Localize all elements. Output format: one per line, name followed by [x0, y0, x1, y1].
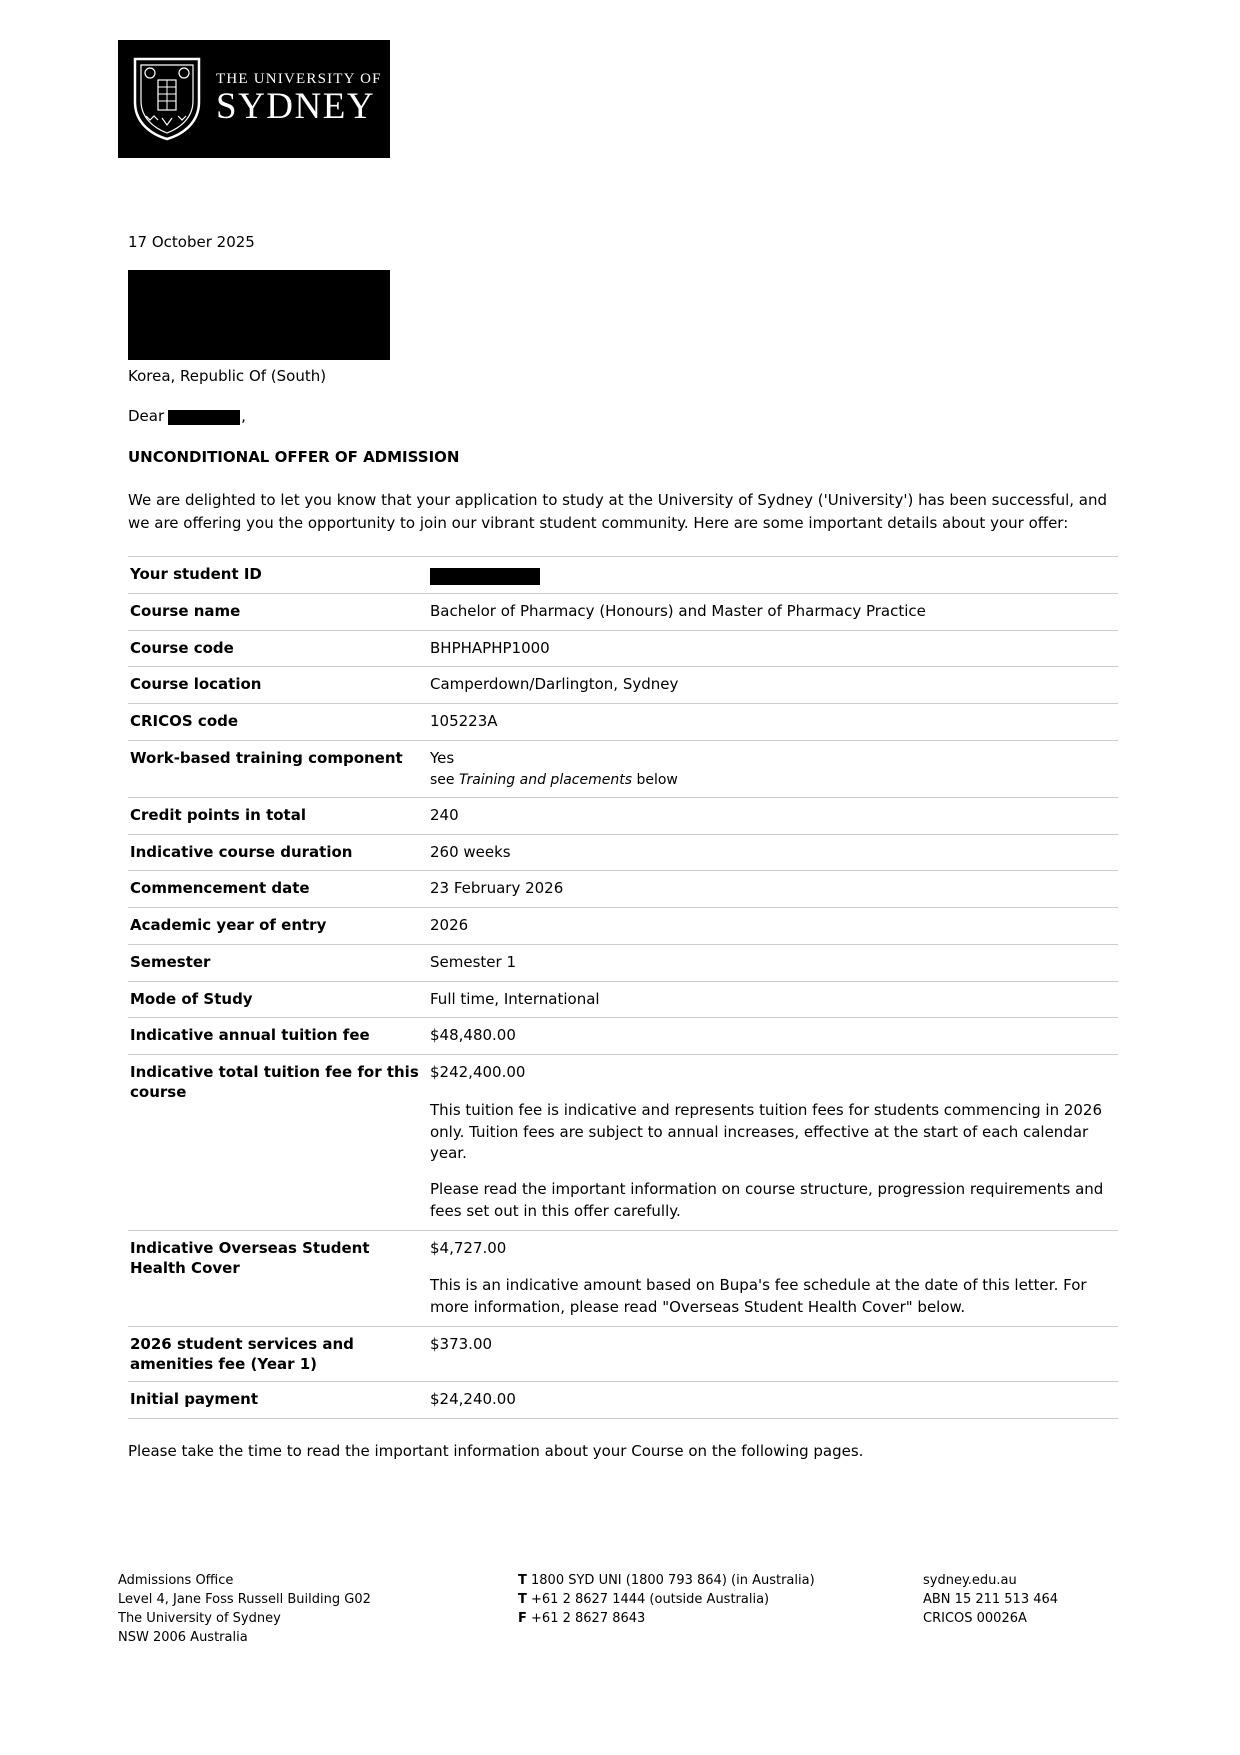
row-label: Indicative total tuition fee for this course [130, 1063, 419, 1102]
row-value-main: Yes [430, 748, 455, 767]
closing-note: Please take the time to read the important information about your Course on the following pages. [128, 1442, 864, 1461]
row-value: 105223A [430, 712, 498, 730]
row-label: Mode of Study [130, 989, 253, 1008]
row-value: 260 weeks [430, 842, 511, 861]
logo-line-2: SYDNEY [216, 85, 376, 127]
student-id-redacted [430, 568, 540, 585]
table-row [128, 630, 1118, 667]
letter-intro: We are delighted to let you know that your application to study at the University of Sydney ('University') has been successful, and we are offering you the opportunity to join our vibrant student community. Here are some important details about your offer: [128, 491, 1108, 532]
recipient-name-redacted [168, 410, 240, 425]
table-row [128, 834, 1118, 871]
table-row [128, 1326, 1118, 1382]
row-label: Indicative course duration [130, 842, 353, 861]
footer-address-line: Admissions Office [118, 1573, 234, 1588]
row-value: $373.00 [430, 1334, 493, 1353]
row-value-para-1: This is an indicative amount based on Bupa's fee schedule at the date of this letter. For more information, please read "Overseas Student Health Cover" below. [430, 1276, 1087, 1317]
offer-details-table [128, 556, 1118, 1419]
row-value: 23 February 2026 [430, 879, 564, 898]
row-value: BHPHAPHP1000 [430, 638, 550, 657]
row-value: Full time, International [430, 989, 600, 1008]
university-crest-icon [132, 56, 202, 142]
row-value: 2026 [430, 916, 469, 935]
row-value-para-1: This tuition fee is indicative and represents tuition fees for students commencing in 2026 only. Tuition fees are subject to annual increases, effective at the start of each calendar year. [430, 1100, 1103, 1163]
row-label: Work-based training component [130, 748, 403, 767]
row-value: $24,240.00 [430, 1390, 516, 1409]
row-value: Camperdown/Darlington, Sydney [430, 675, 679, 694]
row-label: Semester [130, 952, 211, 971]
note-prefix: see [430, 771, 459, 788]
row-value [430, 1230, 1118, 1326]
footer-contact-line [518, 1572, 923, 1591]
recipient-country: Korea, Republic Of (South) [128, 366, 327, 385]
letter-content [128, 232, 1118, 1463]
footer-identifiers [923, 1572, 1118, 1647]
table-row [128, 667, 1118, 704]
contact-text: 1800 SYD UNI (1800 793 864) (in Australia) [531, 1573, 815, 1588]
salutation-suffix: , [241, 406, 246, 425]
table-row [128, 1382, 1118, 1419]
university-logo [118, 40, 390, 158]
row-value-note [430, 770, 1114, 790]
row-label: Academic year of entry [130, 916, 327, 935]
row-label: Your student ID [130, 565, 262, 583]
salutation [128, 406, 1118, 428]
table-row [128, 944, 1118, 981]
row-label: Course code [130, 638, 234, 657]
row-value: $48,480.00 [430, 1026, 516, 1045]
row-value [430, 557, 1118, 594]
row-value: Semester 1 [430, 952, 516, 971]
footer-address-line: NSW 2006 Australia [118, 1629, 248, 1645]
table-row [128, 1018, 1118, 1055]
row-label: Credit points in total [130, 805, 306, 824]
table-row [128, 704, 1118, 741]
row-label: CRICOS code [130, 712, 239, 730]
letter-date: 17 October 2025 [128, 233, 255, 251]
row-value-main: $242,400.00 [430, 1063, 526, 1082]
contact-text: +61 2 8627 8643 [531, 1610, 646, 1626]
row-value [430, 740, 1118, 797]
contact-prefix: T [518, 1573, 527, 1588]
footer-address-line: Level 4, Jane Foss Russell Building G02 [118, 1591, 371, 1607]
row-value-para-2: Please read the important information on course structure, progression requirements and fees set out in this offer carefully. [430, 1180, 1104, 1220]
salutation-prefix: Dear [128, 406, 165, 425]
page-footer [118, 1572, 1118, 1647]
table-row [128, 557, 1118, 594]
table-row [128, 740, 1118, 797]
table-row [128, 871, 1118, 908]
table-row [128, 1230, 1118, 1326]
note-suffix: below [632, 771, 678, 788]
table-row [128, 908, 1118, 945]
row-label: Course name [130, 601, 241, 620]
row-label: 2026 student services and amenities fee (Year 1) [130, 1334, 354, 1374]
row-label: Course location [130, 675, 262, 694]
row-label: Indicative annual tuition fee [130, 1026, 370, 1045]
footer-address-line: The University of Sydney [118, 1610, 281, 1626]
note-italic: Training and placements [458, 771, 633, 788]
footer-contact-line [518, 1610, 923, 1629]
contact-text: +61 2 8627 1444 (outside Australia) [531, 1591, 770, 1607]
recipient-address-redacted [128, 270, 390, 360]
row-value: 240 [430, 805, 459, 824]
footer-address [118, 1572, 518, 1647]
table-row [128, 981, 1118, 1018]
row-label: Initial payment [130, 1390, 259, 1409]
footer-cricos: CRICOS 00026A [923, 1610, 1027, 1626]
contact-prefix: F [518, 1610, 527, 1626]
logo-line-1: THE UNIVERSITY OF [216, 71, 382, 88]
table-row [128, 593, 1118, 630]
footer-contact-line [518, 1591, 923, 1610]
row-label: Commencement date [130, 879, 310, 898]
footer-contacts [518, 1572, 923, 1647]
row-value [430, 1055, 1118, 1231]
letter-heading: UNCONDITIONAL OFFER OF ADMISSION [128, 448, 460, 467]
contact-prefix: T [518, 1591, 527, 1607]
row-value: Bachelor of Pharmacy (Honours) and Master of Pharmacy Practice [430, 601, 926, 620]
row-value-main: $4,727.00 [430, 1238, 507, 1257]
footer-website[interactable]: sydney.edu.au [923, 1573, 1017, 1588]
table-row [128, 1055, 1118, 1231]
footer-abn: ABN 15 211 513 464 [923, 1591, 1059, 1607]
table-row [128, 797, 1118, 834]
row-label: Indicative Overseas Student Health Cover [130, 1238, 370, 1277]
